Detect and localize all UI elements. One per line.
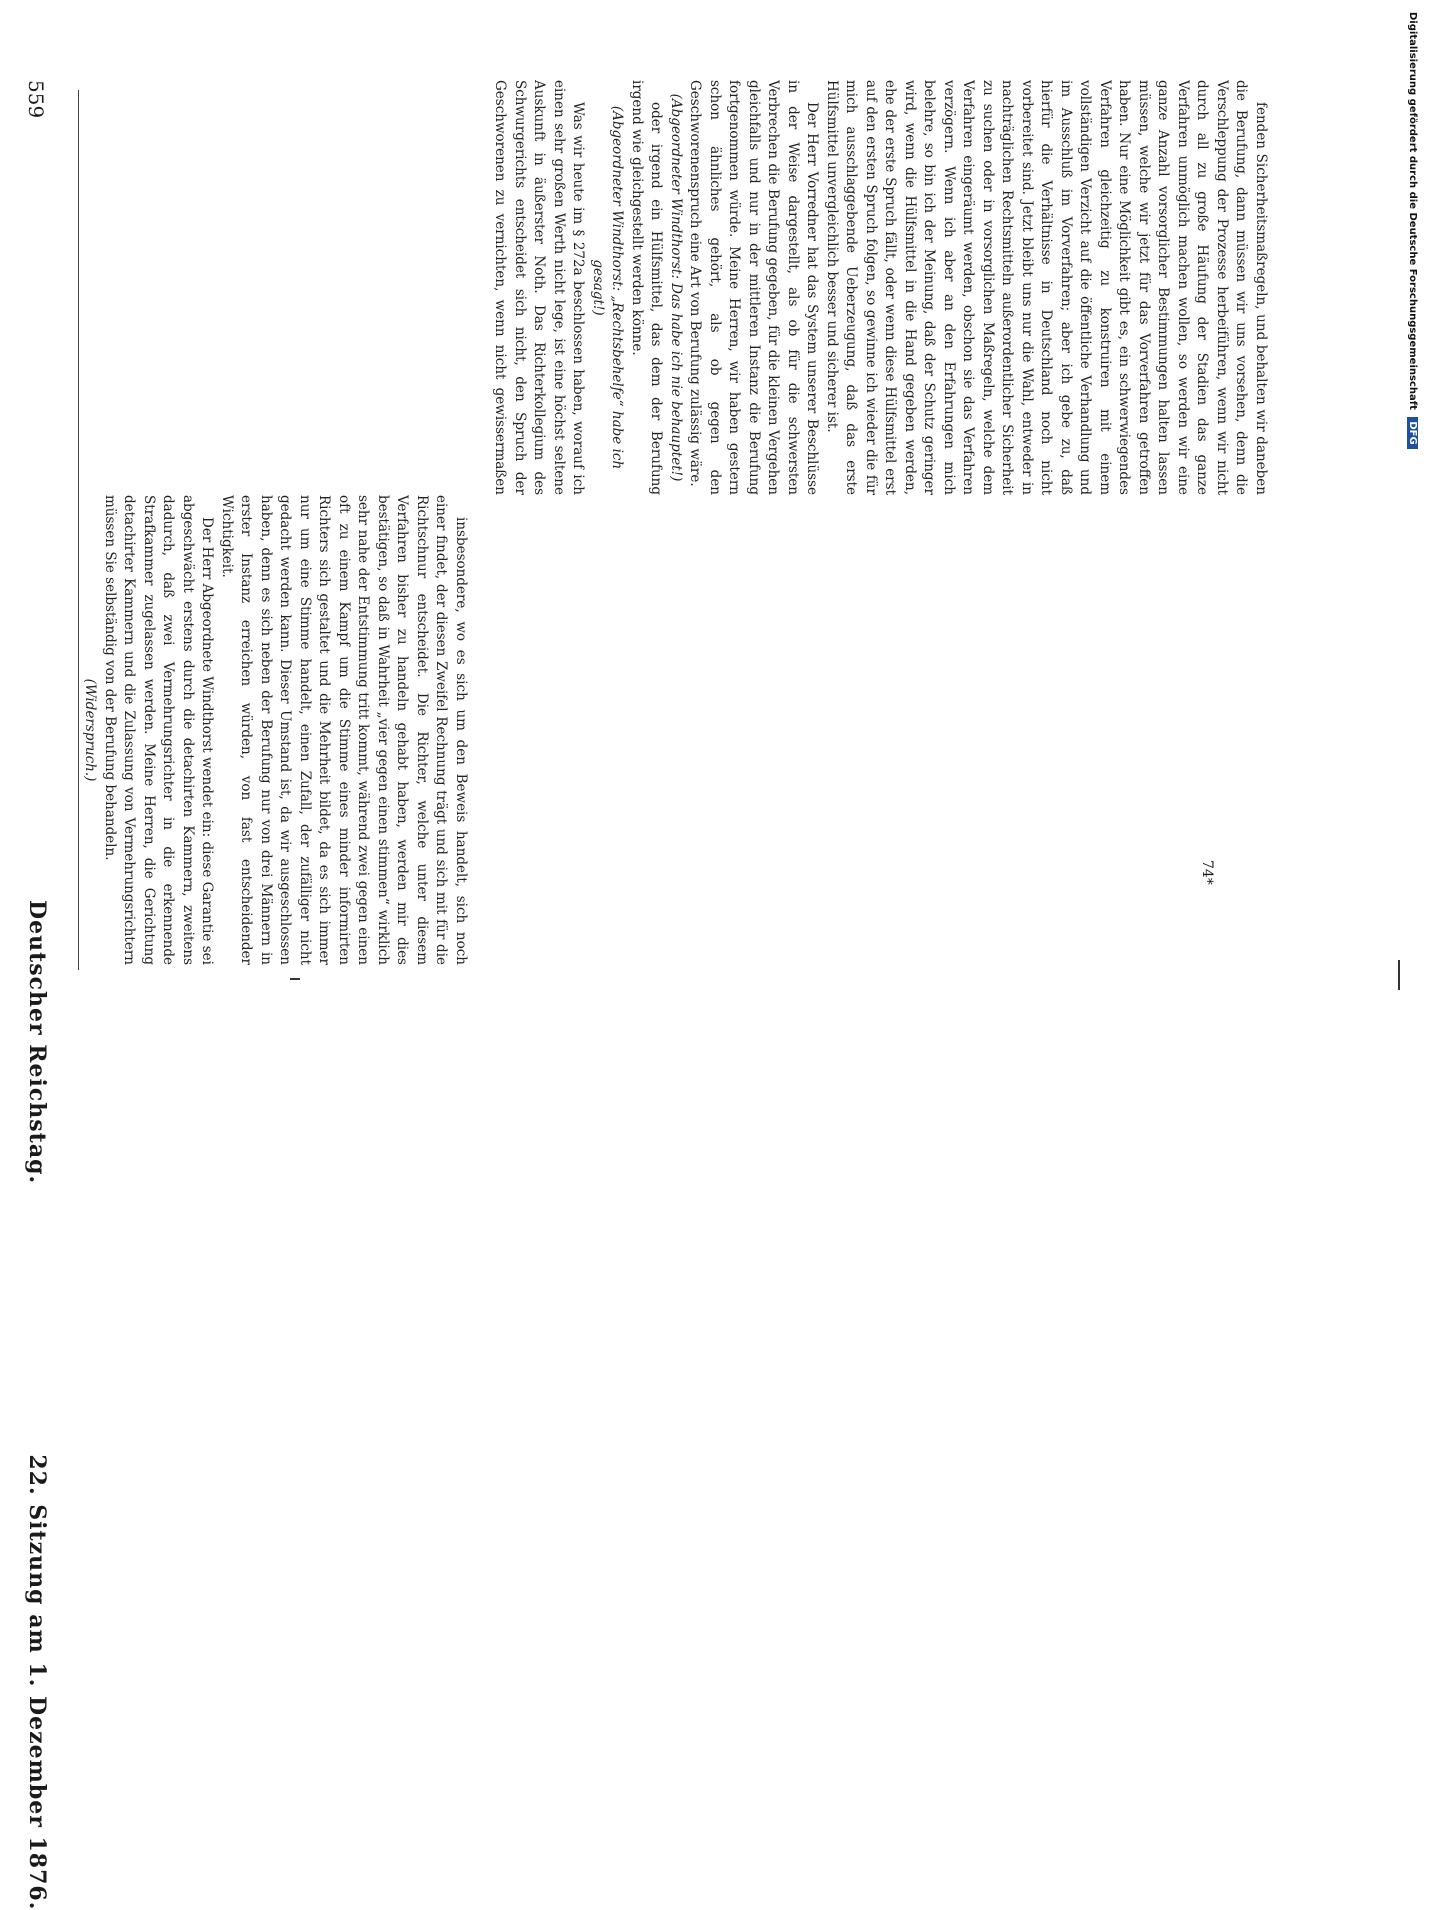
page-header <box>24 900 50 1910</box>
sheet-signature: 74* <box>1199 860 1215 885</box>
paragraph: Der Herr Vorredner hat das System unserer Beschlüsse in der Weise dargestellt, als ob für die schwersten Verbrechen die Berufung gegeben, für die kleinen Vergehen gleichfalls und nur in der mittleren Instanz die Berufung fortgenommen würde. Meine Herren, wir haben gestern schon ähnliches gehört, als ob gegen den Geschworenenspruch eine Art von Berufung zulässig wäre. <box>687 80 821 495</box>
text-column-left <box>80 495 470 965</box>
digitization-stamp <box>1407 12 1418 449</box>
dfg-logo: DFG <box>1407 417 1418 448</box>
text-column-right <box>490 80 1270 495</box>
header-title: Deutscher Reichstag. <box>24 900 50 1185</box>
page-number: 559 <box>24 80 48 119</box>
paragraph: fenden Sicherheitsmaßregeln, und behalten wir daneben die Berufung, dann müssen wir uns vorsehen, denn die Verschleppung der Prozesse herbeiführen, wenn wir nicht durch all zu große Häufung der Stadien das ganze Verfahren unmöglich machen wollen, so werden wir eine ganze Anzahl vorsorglicher Bestimmungen halten lassen müssen, welche wir jetzt für das Vorverfahren getroffen haben. Nur eine Möglichkeit gibt es, ein schwerwiegendes Verfahren gleichzeitig zu konstruiren mit einem vollständigen Verzicht auf die öffentliche Verhandlung und im Ausschluß im Vorverfahren; aber ich gebe zu, daß hierfür die Verhältnisse in Deutschland noch nicht vorbereitet sind. Jetzt bleibt uns nur die Wahl, entweder in nachträglichen Rechtsmitteln außerordentlicher Sicherheit zu suchen oder in vorsorglichen Maßregeln, welche dem Verfahren eingeräumt werden, obschon sie das Verfahren verzögern. Wenn ich aber an den Erfahrungen mich belehre, so bin ich der Meinung, daß der Schutz geringer wird, wenn die Hülfsmittel in die Hand gegeben werden, ehe der erste Spruch fällt, oder wenn diese Hülfsmittel erst auf den ersten Spruch folgen, so gewinne ich wieder die für mich ausschlaggebende Ueberzeugung, daß das erste Hülfsmittel unvergleichlich besser und sicherer ist. <box>824 80 1269 495</box>
paragraph: Was wir heute im § 272a beschlossen haben, worauf ich einen sehr großen Werth nicht lege, ist eine höchst seltene Auskunft in äußerster Noth. Das Richterkollegium des Schwurgerichts entscheidet sich nicht, den Spruch der Geschworenen zu vernichten, wenn nicht gewissermaßen <box>492 80 587 495</box>
header-rule <box>78 90 79 970</box>
interjection: (Abgeordneter Windthorst: Das habe ich nie behauptet!) <box>668 93 684 482</box>
interjection: (Widerspruch.) <box>82 678 99 782</box>
paragraph: Der Herr Abgeordnete Windthorst wendet ein: diese Garantie sei abgeschwächt erstens durch die detachirten Kammern, zweitens dadurch, daß zwei Vermehrungsrichter in die erkennende Strafkammer zugelassen werden. Meine Herren, die Gerichtung detachirter Kammern und die Zulassung von Vermehrungsrichtern müssen Sie selbständig von der Berufung behandeln. <box>102 495 216 965</box>
stamp-text: Digitalisierung gefördert durch die Deutsche Forschungsgemeinschaft <box>1407 12 1418 410</box>
scan-speck <box>1398 960 1400 990</box>
interjection: (Abgeordneter Windthorst: „Rechtsbehelfe“ habe ich gesagt!) <box>590 105 626 470</box>
scan-speck <box>290 978 300 980</box>
header-session: 22. Sitzung am 1. Dezember 1876. <box>24 1454 50 1910</box>
paragraph: oder irgend ein Hülfsmittel, das dem der Berufung irgend wie gleichgestellt werden könne. <box>629 80 665 495</box>
paragraph: insbesondere, wo es sich um den Beweis handelt, sich noch einer findet, der diesen Zweifel Rechnung trägt und sich mit für die Richtschnur entscheidet. Die Richter, welche unter diesem Verfahren bisher zu handeln gehabt haben, werden mir dies bestätigen, so daß in Wahrheit „vier gegen einen stimmen“ wirklich sehr nahe der Entstimmung tritt kommt, während zwei gegen einen oft zu einem Kampf um die Stimme eines minder informirten Richters sich gestaltet und die Mehrheit bildet, da es sich immer nur um eine Stimme handelt, einen Zufall, der zufälliger nicht gedacht werden kann. Dieser Umstand ist, da wir ausgeschlossen haben, denn es sich neben der Berufung nur von drei Männern in erster Instanz erreichen würden, von fast entscheidender Wichtigkeit. <box>219 495 469 965</box>
